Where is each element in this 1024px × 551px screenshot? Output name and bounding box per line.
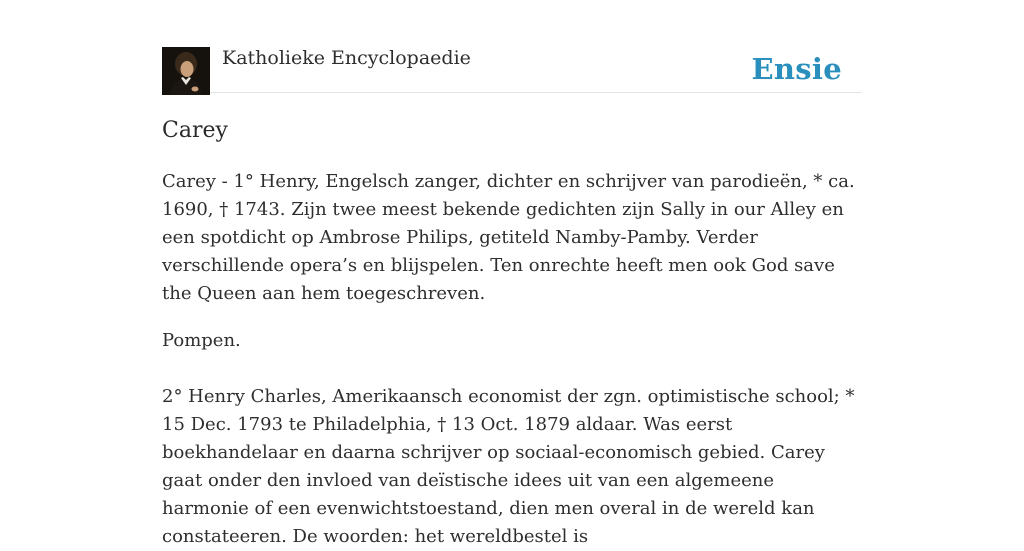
paragraph: Carey - 1° Henry, Engelsch zanger, dichter en schrijver van parodieën, * ca. 1690, † 1743. Zijn twee meest bekende gedichten zijn Sally in our Alley en een spotdicht op Ambrose Philips, getiteld Namby-Pamby. Verder verschillende opera’s en blijspelen. Ten onrechte heeft men ook God save the Queen aan hem toegeschreven. — [162, 171, 855, 304]
article-title: Carey — [162, 118, 228, 143]
site-name[interactable]: Katholieke Encyclopaedie — [222, 47, 471, 69]
page — [162, 0, 862, 547]
portrait-icon — [162, 47, 210, 95]
paragraph: Pompen. — [162, 330, 241, 351]
brand-logo[interactable]: Ensie — [751, 52, 842, 86]
portrait-avatar[interactable] — [162, 47, 210, 95]
paragraph: 2° Henry Charles, Amerikaansch economist der zgn. optimistische school; * 15 Dec. 1793 te Philadelphia, † 13 Oct. 1879 aldaar. Was eerst boekhandelaar en daarna schrijver op sociaal-economisch gebied. Carey gaat onder den invloed van deïstische idees uit van een algemeene harmonie of een evenwichtstoestand, dien men overal in de wereld kan constateeren. De woorden: het wereldbestel is — [162, 386, 855, 547]
article-body — [162, 168, 866, 551]
site-header — [162, 0, 862, 93]
